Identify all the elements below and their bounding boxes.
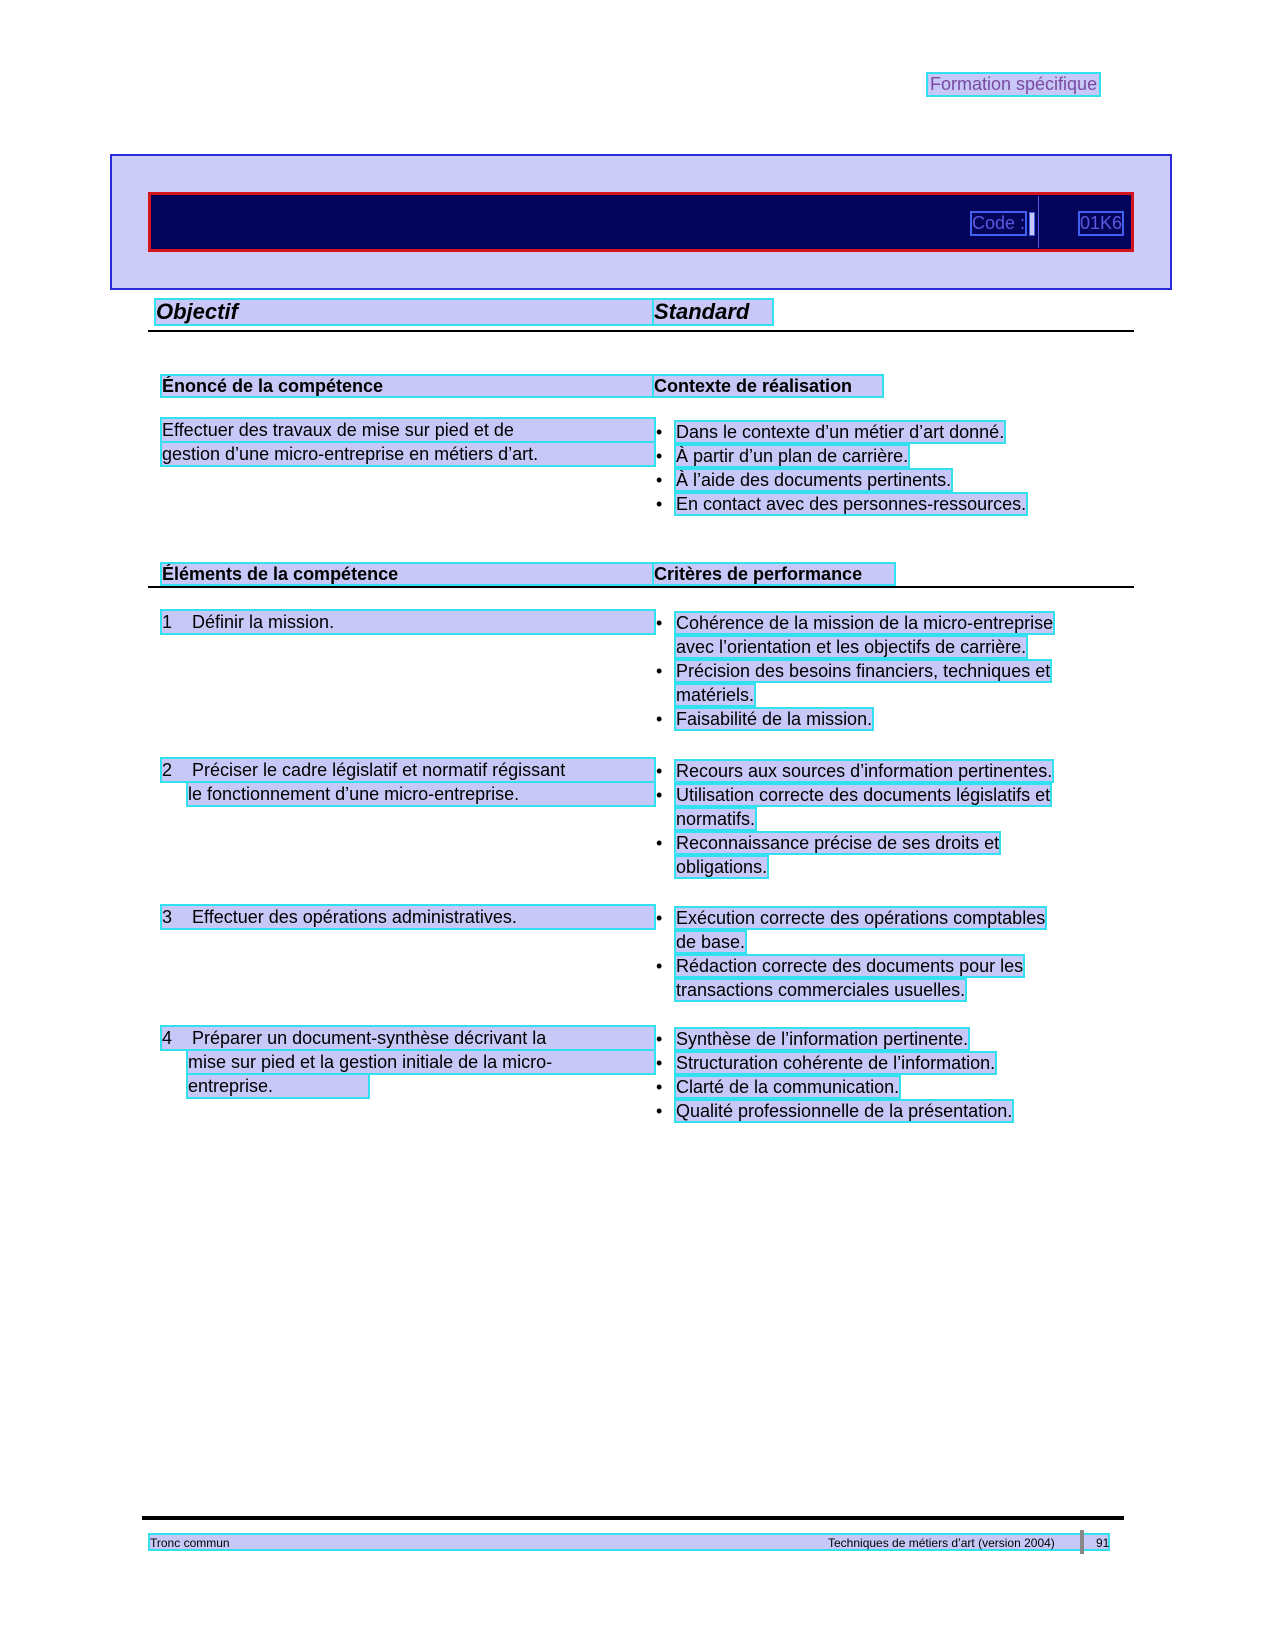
competence-line: Effectuer des travaux de mise sur pied et de [162, 419, 654, 441]
element-text: Préparer un document-synthèse décrivant la [192, 1028, 547, 1048]
section-label: Formation spécifique [930, 74, 1098, 94]
code-label: Code : [972, 213, 1026, 233]
list-item [654, 1075, 1012, 1099]
page-marker [1080, 1530, 1084, 1554]
criterion-line: normatifs. [676, 809, 756, 829]
list-item [654, 492, 1026, 516]
context-item: À partir d’un plan de carrière. [676, 446, 909, 466]
page-number: 91 [1096, 1536, 1110, 1550]
criterion-line: avec l’orientation et les objectifs de carrière. [676, 637, 1027, 657]
criterion-line: Structuration cohérente de l’information. [676, 1053, 996, 1073]
list-item [654, 831, 1052, 879]
list-item [654, 468, 1026, 492]
criteria-list [654, 1027, 1012, 1123]
element-text: Effectuer des opérations administratives. [192, 907, 517, 927]
criterion-line: Faisabilité de la mission. [676, 709, 873, 729]
criterion-line: Rédaction correcte des documents pour les [676, 956, 1024, 976]
element-text: le fonctionnement d’une micro-entreprise. [188, 783, 654, 805]
list-item [654, 659, 1053, 707]
standard-heading: Standard [654, 300, 772, 324]
element-line [162, 1027, 654, 1049]
criterion-line: Reconnaissance précise de ses droits et [676, 833, 1000, 853]
element-text: Définir la mission. [192, 612, 335, 632]
criteria-heading: Critères de performance [654, 564, 894, 584]
objectif-heading: Objectif [156, 300, 656, 324]
list-item [654, 707, 1053, 731]
element-line [162, 906, 654, 928]
criterion-line: matériels. [676, 685, 755, 705]
elements-heading: Éléments de la compétence [162, 564, 654, 584]
element-line [162, 759, 654, 781]
context-item: Dans le contexte d’un métier d’art donné. [676, 422, 1005, 442]
element-text: mise sur pied et la gestion initiale de la micro- [188, 1051, 654, 1073]
code-separator [1030, 213, 1034, 235]
element-text: entreprise. [188, 1075, 368, 1097]
competence-line: gestion d’une micro-entreprise en métiers d’art. [162, 443, 654, 465]
code-divider [1038, 196, 1039, 248]
context-list [654, 420, 1026, 516]
element-text: Préciser le cadre législatif et normatif régissant [192, 760, 566, 780]
criterion-line: Synthèse de l’information pertinente. [676, 1029, 969, 1049]
context-item: En contact avec des personnes-ressources. [676, 494, 1027, 514]
criterion-line: Cohérence de la mission de la micro-entreprise [676, 613, 1054, 633]
footer-rule [142, 1516, 1124, 1520]
criterion-line: Qualité professionnelle de la présentation. [676, 1101, 1013, 1121]
heading-rule [148, 330, 1134, 332]
criteria-list [654, 906, 1045, 1002]
criterion-line: obligations. [676, 857, 768, 877]
footer-left-text: Tronc commun [150, 1536, 230, 1550]
criterion-line: Précision des besoins financiers, techniques et [676, 661, 1051, 681]
element-number: 2 [162, 760, 173, 780]
list-item [654, 444, 1026, 468]
element-number: 4 [162, 1028, 173, 1048]
competence-heading: Énoncé de la compétence [162, 376, 654, 396]
criteria-list [654, 759, 1052, 879]
list-item [654, 1027, 1012, 1051]
list-item [654, 954, 1045, 1002]
list-item [654, 759, 1052, 783]
element-number: 1 [162, 612, 173, 632]
list-item [654, 611, 1053, 659]
context-heading: Contexte de réalisation [654, 376, 882, 396]
list-item [654, 906, 1045, 954]
list-item [654, 783, 1052, 831]
context-item: À l’aide des documents pertinents. [676, 470, 952, 490]
criteria-list [654, 611, 1053, 731]
code-value: 01K6 [1080, 213, 1123, 233]
criterion-line: Clarté de la communication. [676, 1077, 900, 1097]
elements-rule [148, 586, 1134, 588]
element-number: 3 [162, 907, 173, 927]
criterion-line: Utilisation correcte des documents législatifs et [676, 785, 1051, 805]
footer-right-text: Techniques de métiers d’art (version 2004) [828, 1536, 1055, 1550]
list-item [654, 420, 1026, 444]
element-line [162, 611, 654, 633]
criterion-line: transactions commerciales usuelles. [676, 980, 966, 1000]
list-item [654, 1051, 1012, 1075]
criterion-line: Recours aux sources d’information pertinentes. [676, 761, 1053, 781]
criterion-line: Exécution correcte des opérations comptables [676, 908, 1046, 928]
list-item [654, 1099, 1012, 1123]
criterion-line: de base. [676, 932, 746, 952]
